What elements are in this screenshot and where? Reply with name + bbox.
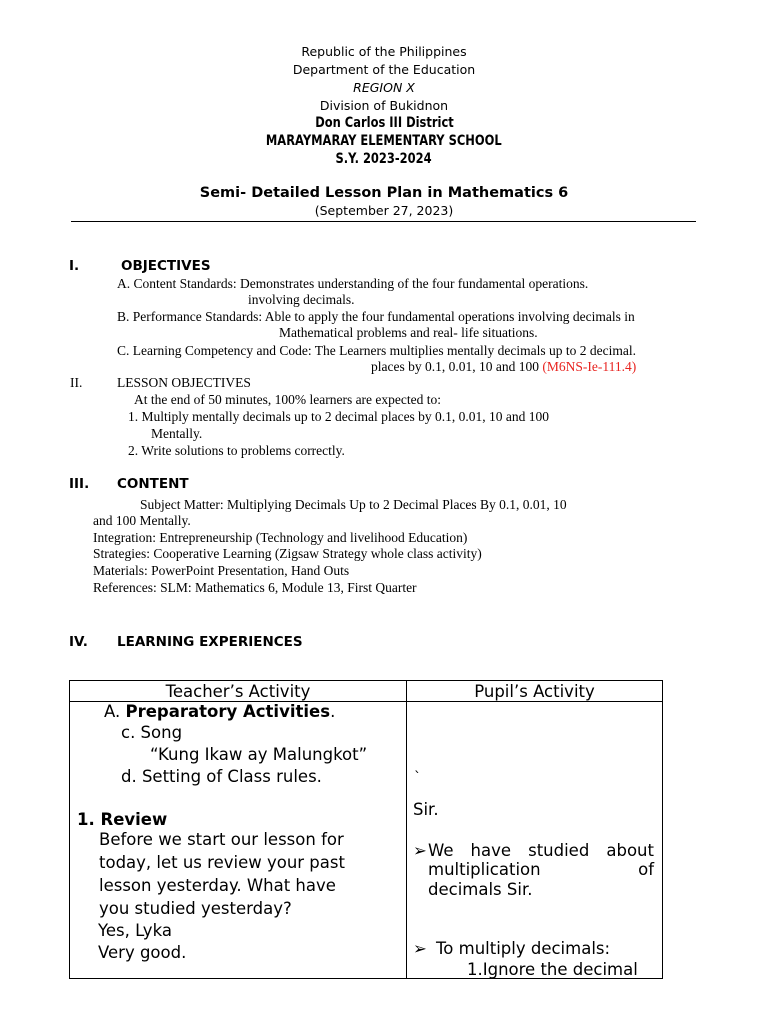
strategies: Strategies: Cooperative Learning (Zigsaw Strategy whole class activity) — [93, 546, 482, 561]
subject-matter-line1: Subject Matter: Multiplying Decimals Up to 2 Decimal Places By 0.1, 0.01, 10 — [140, 497, 567, 512]
pupil-activity-cell — [407, 702, 663, 979]
review-line-4: you studied yesterday? — [99, 899, 292, 918]
teacher-activity-header: Teacher’s Activity — [70, 681, 407, 702]
lesson-objective-1-line1: 1. Multiply mentally decimals up to 2 decimal places by 0.1, 0.01, 10 and 100 — [128, 409, 550, 424]
learning-competency-line2 — [371, 359, 636, 375]
header-district: Don Carlos III District — [314, 115, 454, 131]
title-divider — [71, 221, 696, 222]
header-department: Department of the Education — [292, 62, 476, 77]
header-region: REGION X — [353, 80, 415, 95]
answer-word: of — [638, 860, 654, 879]
pupil-answer-1-line2 — [428, 860, 654, 879]
document-date: (September 27, 2023) — [314, 203, 454, 218]
bullet-icon: ➢ — [413, 939, 427, 958]
answer-word: multiplication — [428, 860, 541, 879]
pupil-answer-1-line1 — [428, 841, 654, 860]
pupil-activity-header: Pupil’s Activity — [407, 681, 663, 702]
pupil-answer-1-line3: decimals Sir. — [428, 880, 533, 899]
subject-matter-line2: and 100 Mentally. — [93, 513, 191, 528]
learning-experiences-number: IV. — [69, 634, 88, 650]
lesson-objectives-intro: At the end of 50 minutes, 100% learners are expected to: — [134, 392, 442, 407]
pupil-answer-2: To multiply decimals: — [436, 939, 611, 958]
content-number: III. — [69, 476, 90, 492]
content-standards-line2: involving decimals. — [248, 292, 355, 307]
review-line-2: today, let us review your past — [99, 853, 345, 872]
competency-code: (M6NS-Ie-111.4) — [542, 359, 637, 374]
answer-word: have — [470, 841, 512, 860]
integration: Integration: Entrepreneurship (Technology and livelihood Education) — [93, 530, 468, 545]
lesson-objectives-heading: LESSON OBJECTIVES — [117, 375, 251, 390]
objectives-heading: OBJECTIVES — [121, 258, 211, 274]
review-heading: 1. Review — [77, 810, 168, 829]
class-rules-item: d. Setting of Class rules. — [121, 767, 322, 786]
performance-standards-line1: B. Performance Standards: Able to apply the four fundamental operations involving decimals in — [117, 309, 635, 324]
materials: Materials: PowerPoint Presentation, Hand Outs — [93, 563, 350, 578]
learning-competency-line1: C. Learning Competency and Code: The Learners multiplies mentally decimals up to 2 decimal. — [117, 343, 636, 358]
table-row — [70, 702, 663, 979]
header-division: Division of Bukidnon — [319, 98, 449, 113]
pupil-answer-sir: Sir. — [413, 800, 439, 819]
activities-table — [69, 680, 663, 979]
praise: Very good. — [98, 943, 187, 962]
preparatory-heading: Preparatory Activities — [125, 702, 331, 721]
answer-word: studied — [528, 841, 590, 860]
header-school-wrap — [0, 132, 768, 150]
pupil-answer-2-step: 1.Ignore the decimal — [467, 960, 638, 978]
references: References: SLM: Mathematics 6, Module 13, First Quarter — [93, 580, 417, 595]
song-title: “Kung Ikaw ay Malungkot” — [150, 745, 368, 764]
header-school: MARAYMARAY ELEMENTARY SCHOOL — [266, 133, 502, 149]
song-item: c. Song — [121, 723, 183, 742]
preparatory-letter: A. — [104, 702, 126, 721]
header-school-year-wrap — [0, 150, 768, 168]
learning-experiences-heading: LEARNING EXPERIENCES — [117, 634, 303, 650]
tick-mark: ` — [414, 770, 421, 786]
preparatory-period: . — [330, 702, 336, 721]
call-pupil: Yes, Lyka — [98, 921, 172, 940]
answer-word: We — [428, 841, 454, 860]
learning-competency-text: places by 0.1, 0.01, 10 and 100 — [371, 359, 543, 374]
document-title: Semi- Detailed Lesson Plan in Mathematics 6 — [199, 185, 569, 201]
header-school-year: S.Y. 2023-2024 — [335, 151, 433, 167]
lesson-objective-1-line2: Mentally. — [151, 426, 203, 441]
header-republic: Republic of the Philippines — [301, 44, 467, 59]
performance-standards-line2: Mathematical problems and real- life situations. — [279, 325, 538, 340]
review-line-3: lesson yesterday. What have — [99, 876, 336, 895]
lesson-objectives-number: II. — [70, 375, 83, 390]
review-line-1: Before we start our lesson for — [99, 830, 344, 849]
bullet-icon: ➢ — [413, 841, 427, 860]
teacher-activity-cell — [70, 702, 407, 979]
header-district-wrap — [0, 114, 768, 132]
answer-word: about — [606, 841, 654, 860]
table-header-row — [70, 681, 663, 702]
lesson-objective-2: 2. Write solutions to problems correctly. — [128, 443, 345, 458]
objectives-number: I. — [69, 258, 80, 274]
preparatory-activities — [104, 702, 335, 721]
content-standards-line1: A. Content Standards: Demonstrates understanding of the four fundamental operations. — [117, 276, 589, 291]
content-heading: CONTENT — [117, 476, 189, 492]
